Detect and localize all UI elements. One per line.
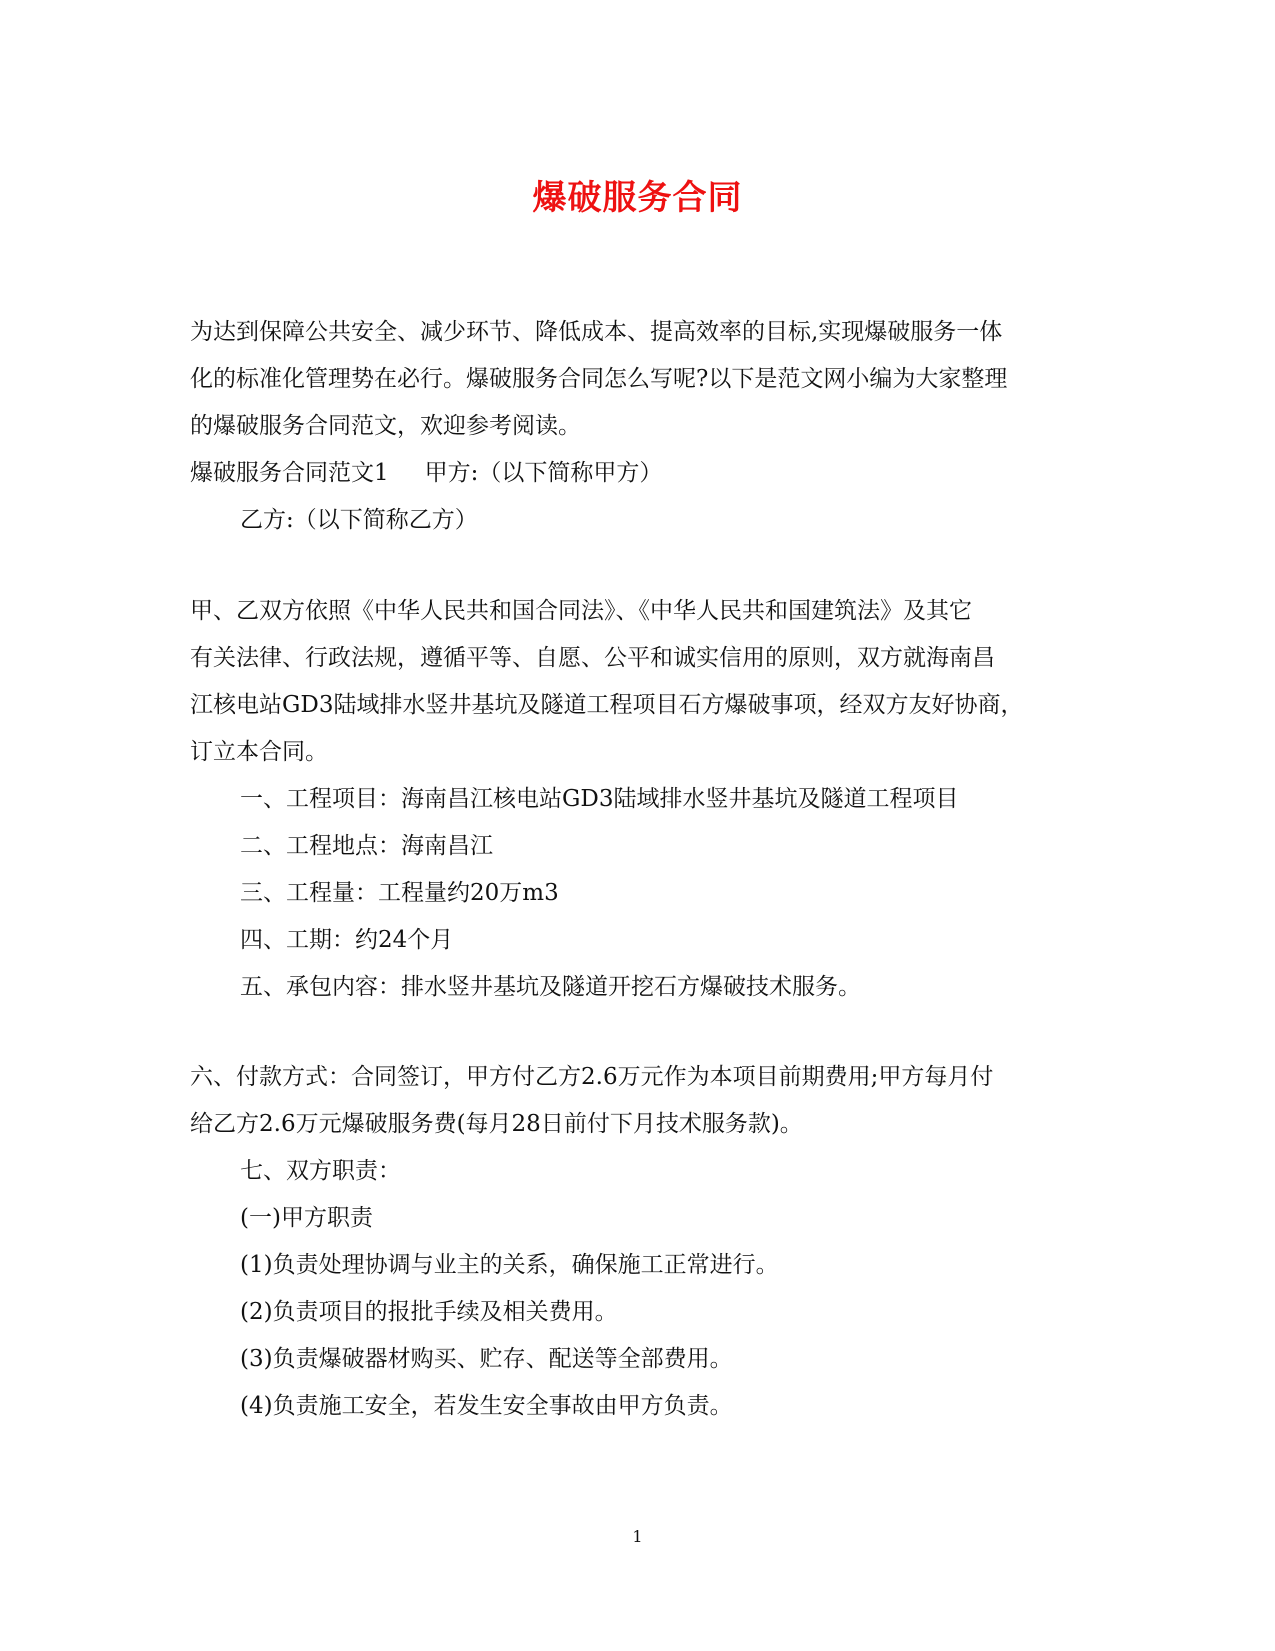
party-a-duties-heading: (一)甲方职责 xyxy=(240,1205,373,1231)
party-a-duty-4: (4)负责施工安全，若发生安全事故由甲方负责。 xyxy=(240,1393,733,1419)
party-a-duty-1: (1)负责处理协调与业主的关系，确保施工正常进行。 xyxy=(240,1252,779,1278)
duties-heading: 七、双方职责： xyxy=(240,1158,401,1184)
party-a-duty-3: (3)负责爆破器材购买、贮存、配送等全部费用。 xyxy=(240,1346,733,1372)
preamble-line-2: 有关法律、行政法规，遵循平等、自愿、公平和诚实信用的原则，双方就海南昌 xyxy=(190,645,995,671)
item-location: 二、工程地点：海南昌江 xyxy=(240,833,493,859)
payment-line-1: 六、付款方式：合同签订，甲方付乙方2.6万元作为本项目前期费用;甲方每月付 xyxy=(190,1064,994,1090)
party-a: 甲方:（以下简称甲方） xyxy=(424,460,663,486)
item-scope: 五、承包内容：排水竖井基坑及隧道开挖石方爆破技术服务。 xyxy=(240,974,861,1000)
preamble-line-1: 甲、乙双方依照《中华人民共和国合同法》、《中华人民共和国建筑法》及其它 xyxy=(190,598,972,624)
intro-line-2: 化的标准化管理势在必行。爆破服务合同怎么写呢?以下是范文网小编为大家整理 xyxy=(190,366,1008,392)
preamble-line-4: 订立本合同。 xyxy=(190,739,328,765)
intro-line-1: 为达到保障公共安全、减少环节、降低成本、提高效率的目标,实现爆破服务一体 xyxy=(190,319,1003,345)
item-project: 一、工程项目：海南昌江核电站GD3陆域排水竖井基坑及隧道工程项目 xyxy=(240,786,959,812)
party-b: 乙方:（以下简称乙方） xyxy=(240,507,478,533)
item-duration: 四、工期：约24个月 xyxy=(240,927,454,953)
party-a-duty-2: (2)负责项目的报批手续及相关费用。 xyxy=(240,1299,618,1325)
item-quantity: 三、工程量：工程量约20万m3 xyxy=(240,880,559,906)
page-number: 1 xyxy=(632,1527,643,1546)
sample-heading-line xyxy=(190,458,662,488)
preamble-line-3: 江核电站GD3陆域排水竖井基坑及隧道工程项目石方爆破事项，经双方友好协商， xyxy=(190,692,1024,718)
payment-line-2: 给乙方2.6万元爆破服务费(每月28日前付下月技术服务款)。 xyxy=(190,1111,803,1137)
sample-heading: 爆破服务合同范文1 xyxy=(190,460,389,486)
intro-line-3: 的爆破服务合同范文，欢迎参考阅读。 xyxy=(190,413,581,439)
document-title: 爆破服务合同 xyxy=(532,178,743,218)
